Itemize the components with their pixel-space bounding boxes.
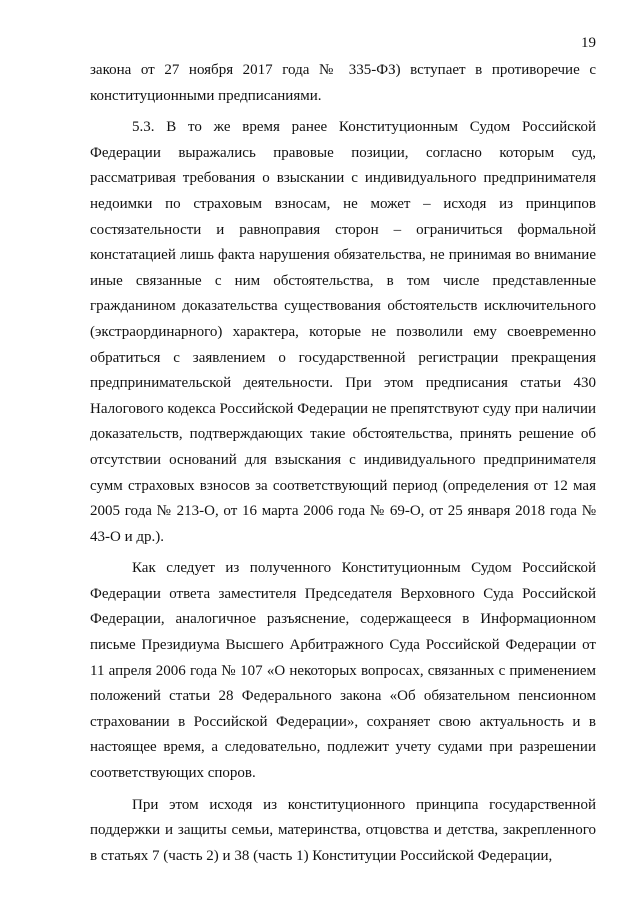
paragraph-5-3: 5.3. В то же время ранее Конституционным Судом Российской Федерации выражались правовые позиции, согласно которым суд, рассматривая требования о взыскании с индивидуального предпринимателя недоимки по страховым взносам, не может – исходя из принципов состязательности и равноправия сторон – ограничиться формальной констатацией лишь факта нарушения обязательства, не принимая во внимание иные связанные с ним обстоятельства, в том числе представленные гражданином доказательства существования обстоятельств исключительного (экстраординарного) характера, которые не позволили ему своевременно обратиться с заявлением о государственной регистрации прекращения предпринимательской деятельности. При этом предписания статьи 430 Налогового кодекса Российской Федерации не препятствуют суду при наличии доказательств, подтверждающих такие обстоятельства, принять решение об отсутствии оснований для взыскания с индивидуального предпринимателя сумм страховых взносов за соответствующий период (определения от 12 мая 2005 года № 213-О, от 16 марта 2006 года № 69-О, от 25 января 2018 года № 43-О и др.). — [90, 119, 596, 545]
paragraph-supreme-court-reply: Как следует из полученного Конституционным Судом Российской Федерации ответа заместителя Председателя Верховного Суда Российской Федерации, аналогичное разъяснение, содержащееся в Информационном письме Президиума Высшего Арбитражного Суда Российской Федерации от 11 апреля 2006 года № 107 «О некоторых вопросах, связанных с применением положений статьи 28 Федерального закона «Об обязательном пенсионном страховании в Российской Федерации», сохраняет свою актуальность и в настоящее время, а следовательно, подлежит учету судами при разрешении соответствующих споров. — [90, 560, 596, 782]
paragraph-family-support: При этом исходя из конституционного принципа государственной поддержки и защиты семьи, материнства, отцовства и детства, закрепленного в статьях 7 (часть 2) и 38 (часть 1) Конституции Российской Федерации, — [90, 796, 596, 864]
paragraph-continuation: закона от 27 ноября 2017 года № 335-ФЗ) вступает в противоречие с конституционными предписаниями. — [90, 62, 596, 104]
document-body — [90, 58, 596, 869]
page-number: 19 — [581, 35, 596, 51]
